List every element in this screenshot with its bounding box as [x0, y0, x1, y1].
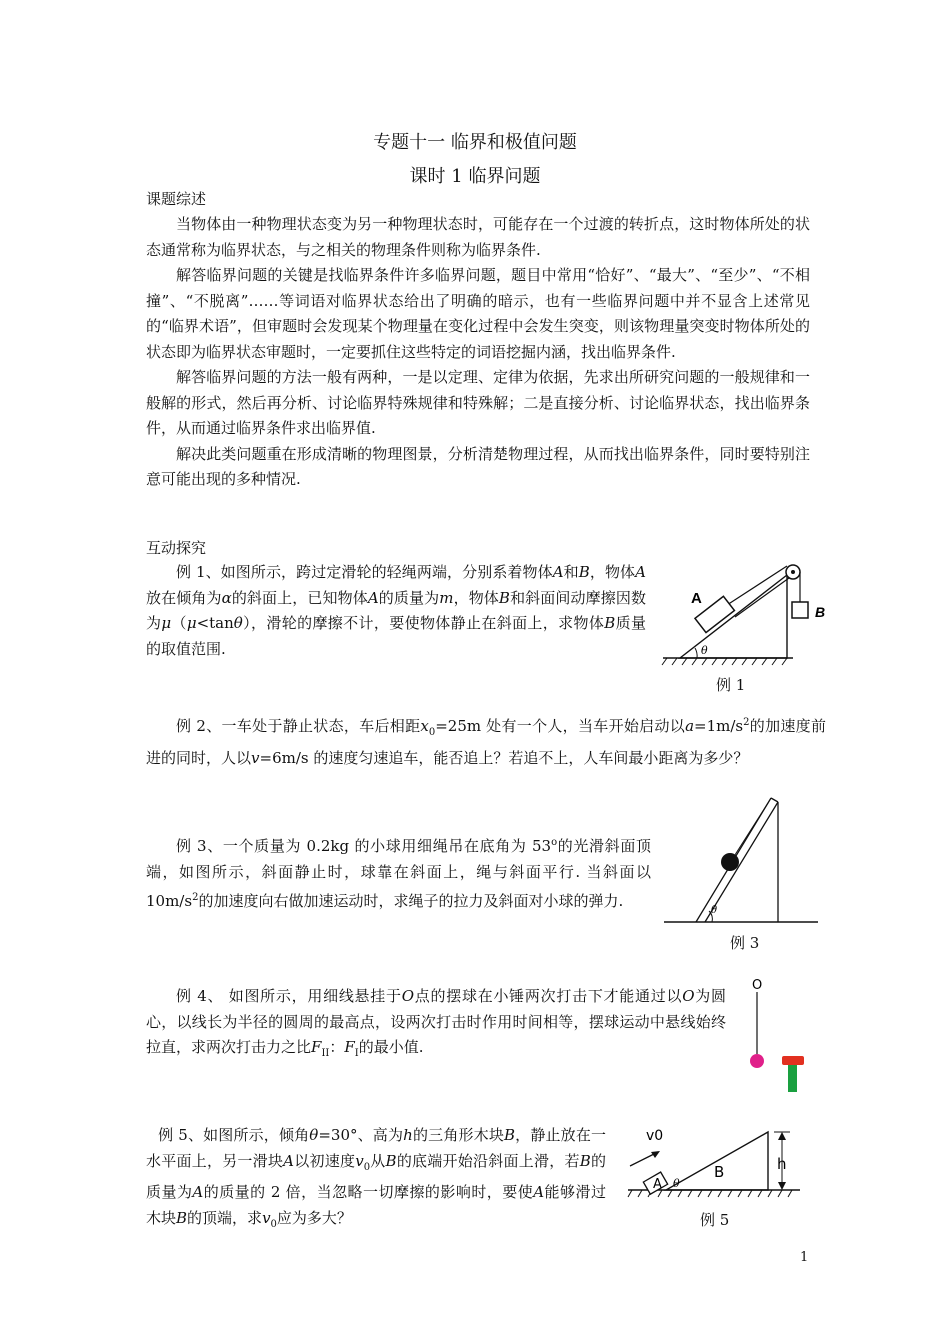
overview-paragraph: 解决此类问题重在形成清晰的物理图景，分析清楚物理过程，从而找出临界条件，同时要特别注意可能出现的多种情况. [146, 444, 810, 488]
figure-5-label-a: A [653, 1177, 662, 1192]
example-2 [146, 710, 826, 771]
example-1-text: 例 1、如图所示，跨过定滑轮的轻绳两端，分别系着物体A和B，物体A放在倾角为α的斜面上，已知物体A的质量为m，物体B和斜面间动摩擦因数为μ（μ<tanθ），滑轮的摩擦不计，要使物体静止在斜面上，求物体B质量的取值范围. [146, 563, 646, 658]
figure-1-label-b: B [815, 604, 826, 620]
figure-4-pendulum-hammer [740, 972, 815, 1097]
overview-paragraph: 当物体由一种物理状态变为另一种物理状态时，可能存在一个过渡的转折点，这时物体所处的状态通常称为临界状态，与之相关的物理条件则称为临界条件. [146, 215, 810, 259]
example-1 [146, 560, 646, 662]
example-3 [146, 830, 651, 915]
example-2-text: 例 2、一车处于静止状态，车后相距$x_0=25m$ 处有一个人，当车开始启动以$a=1m/s^2$的加速度前进的同时，人以v=6m/s 的速度匀速追车，能否追上？若追不上，人车间最小距离为多少？ [146, 717, 826, 767]
overview-section [146, 212, 810, 493]
figure-4-label-o: O [752, 978, 763, 993]
overview-heading: 课题综述 [146, 190, 207, 208]
explore-heading: 互动探究 [146, 539, 207, 557]
figure-3-caption: 例 3 [730, 934, 760, 952]
figure-5-wedge-slider [622, 1118, 807, 1208]
pendulum-ball [750, 1054, 764, 1068]
figure-3-ball-on-incline [660, 790, 825, 930]
overview-paragraph: 解答临界问题的关键是找临界条件许多临界问题，题目中常用“恰好”、“最大”、“至少”、“不相撞”、“不脱离”……等词语对临界状态给出了明确的暗示，也有一些临界问题中并不显含上述常见的“临界术语”，但审题时会发现某个物理量在变化过程中会发生突变，则该物理量突变时物体所处的状态即为临界状态审题时，一定要抓住这些特定的词语挖掘内涵，找出临界条件. [146, 266, 810, 361]
example-3-text: 例 3、一个质量为 0.2kg 的小球用细绳吊在底角为 53$^o$的光滑斜面顶端，如图所示，斜面静止时，球靠在斜面上，绳与斜面平行. 当斜面以 $10m/s^2$的加速度向右做加速运动时，求绳子的拉力及斜面对小球的弹力. [146, 837, 651, 910]
overview-paragraph: 解答临界问题的方法一般有两种，一是以定理、定律为依据，先求出所研究问题的一般规律和一般解的形式，然后再分析、讨论临界特殊规律和特殊解；二是直接分析、讨论临界状态，找出临界条件，从而通过临界条件求出临界值. [146, 368, 810, 437]
lesson-subtitle: 课时 1 临界问题 [409, 166, 541, 187]
hammer-head [782, 1056, 804, 1065]
figure-1-incline-pulley [655, 555, 830, 670]
figure-5-label-theta: θ [673, 1177, 680, 1190]
figure-1-label-a: A [691, 590, 702, 607]
document-title: 专题十一 临界和极值问题 [373, 132, 577, 153]
page-number: 1 [800, 1250, 809, 1265]
hammer-handle [788, 1065, 797, 1092]
example-4-text: 例 4、 如图所示，用细线悬挂于O点的摆球在小锤两次打击下才能通过以O为圆心，以线长为半径的圆周的最高点，设两次打击时作用时间相等，摆球运动中悬线始终拉直，求两次打击力之比$F_{II}$：$F_I$的最小值. [146, 987, 726, 1059]
example-5-text: 例 5、如图所示，倾角θ=30°、高为h的三角形木块B，静止放在一水平面上，另一滑块A以初速度$v_0$从B的底端开始沿斜面上滑，若B的质量为A的质量的 2 倍，当忽略一切摩擦的影响时，要使A能够滑过木块B的顶端，求$v_0$应为多大？ [146, 1126, 607, 1230]
figure-3-label-theta: θ [711, 905, 718, 916]
figure-1-caption: 例 1 [716, 676, 746, 694]
example-4 [146, 984, 726, 1067]
figure-5-caption: 例 5 [700, 1211, 730, 1229]
example-5 [146, 1108, 606, 1252]
figure-5-label-v0: v0 [646, 1128, 664, 1144]
figure-5-label-h: h [777, 1155, 787, 1173]
figure-5-label-b: B [714, 1163, 725, 1181]
figure-1-label-theta: θ [701, 644, 708, 657]
